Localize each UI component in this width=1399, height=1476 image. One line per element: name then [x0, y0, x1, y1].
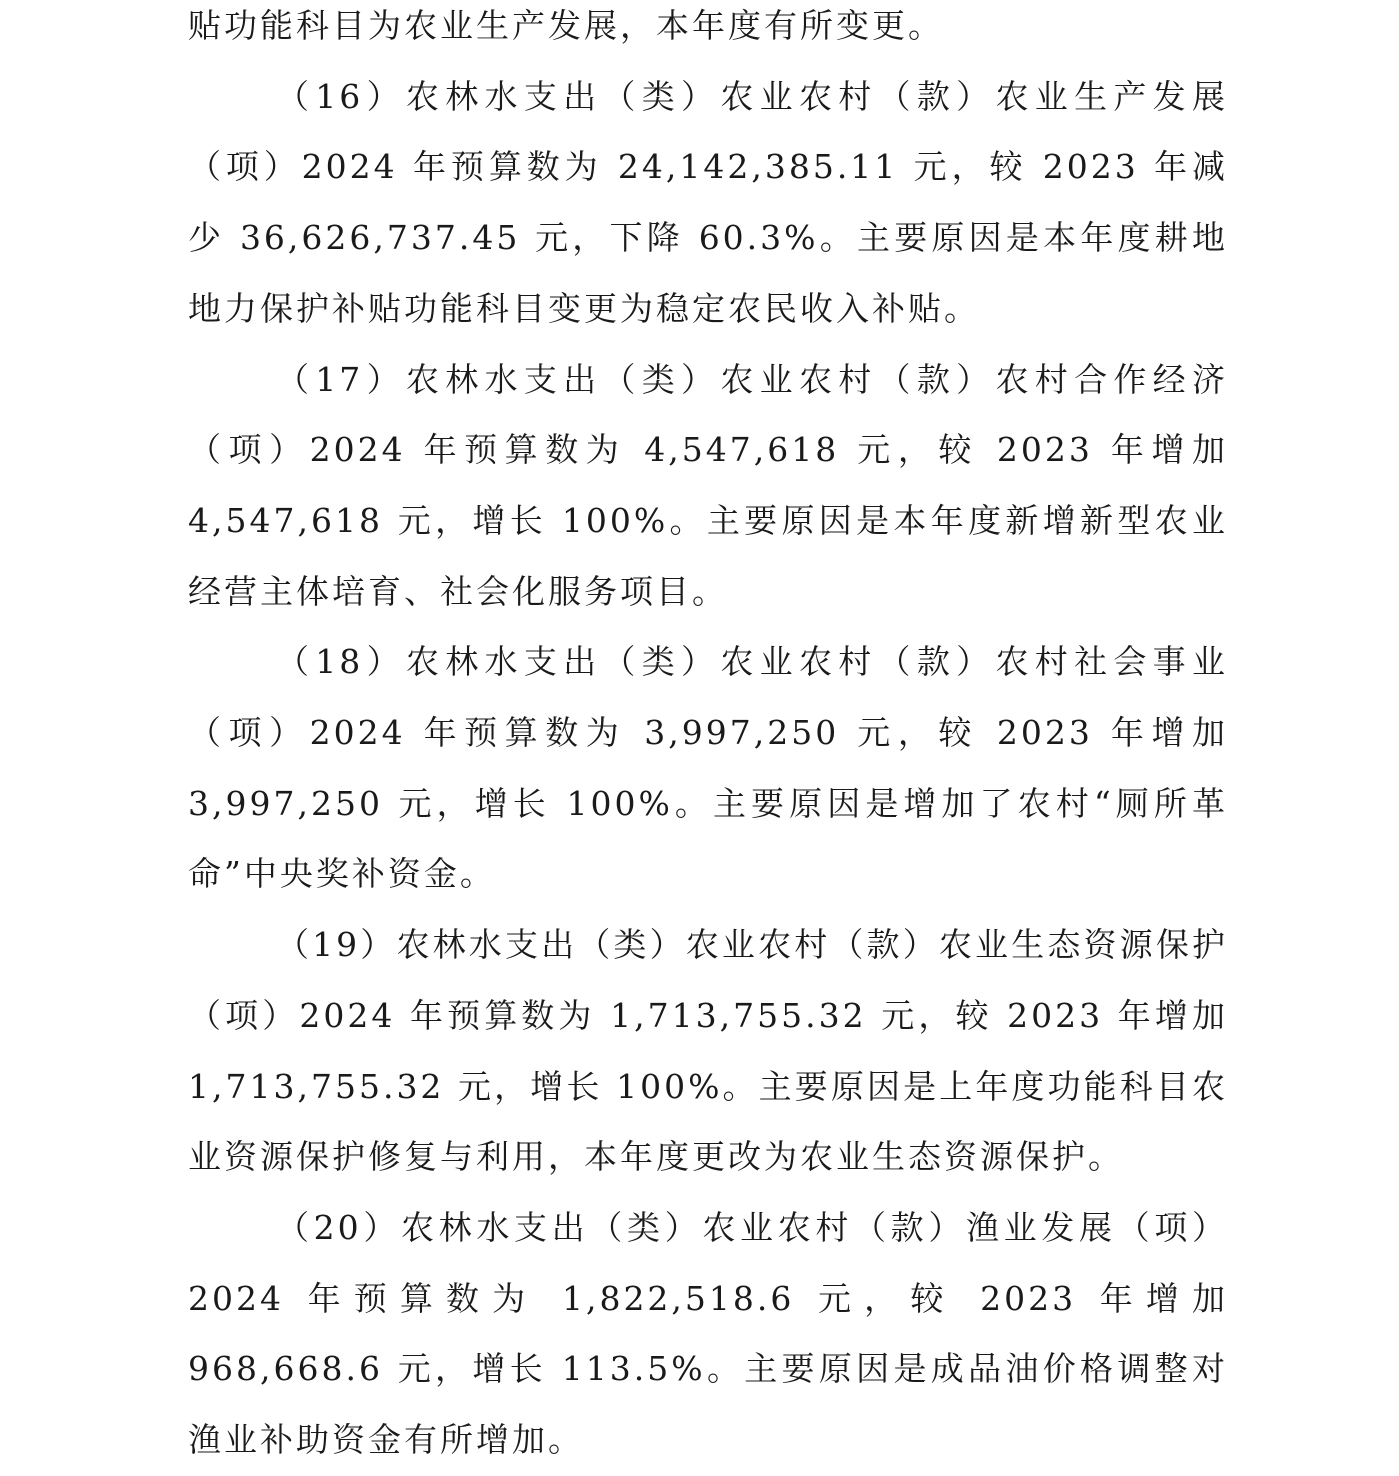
document-body [188, 0, 1228, 1476]
paragraph-item-18: （18）农林水支出（类）农业农村（款）农村社会事业（项）2024 年预算数为 3,997,250 元，较 2023 年增加 3,997,250 元，增长 100%。主要原因是增加了农村“厕所革命”中央奖补资金。 [188, 642, 1228, 894]
paragraph-item-16: （16）农林水支出（类）农业农村（款）农业生产发展（项）2024 年预算数为 24,142,385.11 元，较 2023 年减少 36,626,737.45 元，下降 60.3%。主要原因是本年度耕地地力保护补贴功能科目变更为稳定农民收入补贴。 [188, 76, 1228, 328]
paragraph-item-20: （20）农林水支出（类）农业农村（款）渔业发展（项）2024 年预算数为 1,822,518.6 元，较 2023 年增加 968,668.6 元，增长 113.5%。主要原因是成品油价格调整对渔业补助资金有所增加。 [188, 1207, 1228, 1460]
paragraph-continuation: 贴功能科目为农业生产发展，本年度有所变更。 [188, 6, 944, 45]
paragraph-item-17: （17）农林水支出（类）农业农村（款）农村合作经济（项）2024 年预算数为 4,547,618 元，较 2023 年增加 4,547,618 元，增长 100%。主要原因是本年度新增新型农业经营主体培育、社会化服务项目。 [188, 359, 1228, 611]
paragraph-item-19: （19）农林水支出（类）农业农村（款）农业生态资源保护（项）2024 年预算数为 1,713,755.32 元，较 2023 年增加 1,713,755.32 元，增长 100%。主要原因是上年度功能科目农业资源保护修复与利用，本年度更改为农业生态资源保护。 [188, 925, 1228, 1177]
